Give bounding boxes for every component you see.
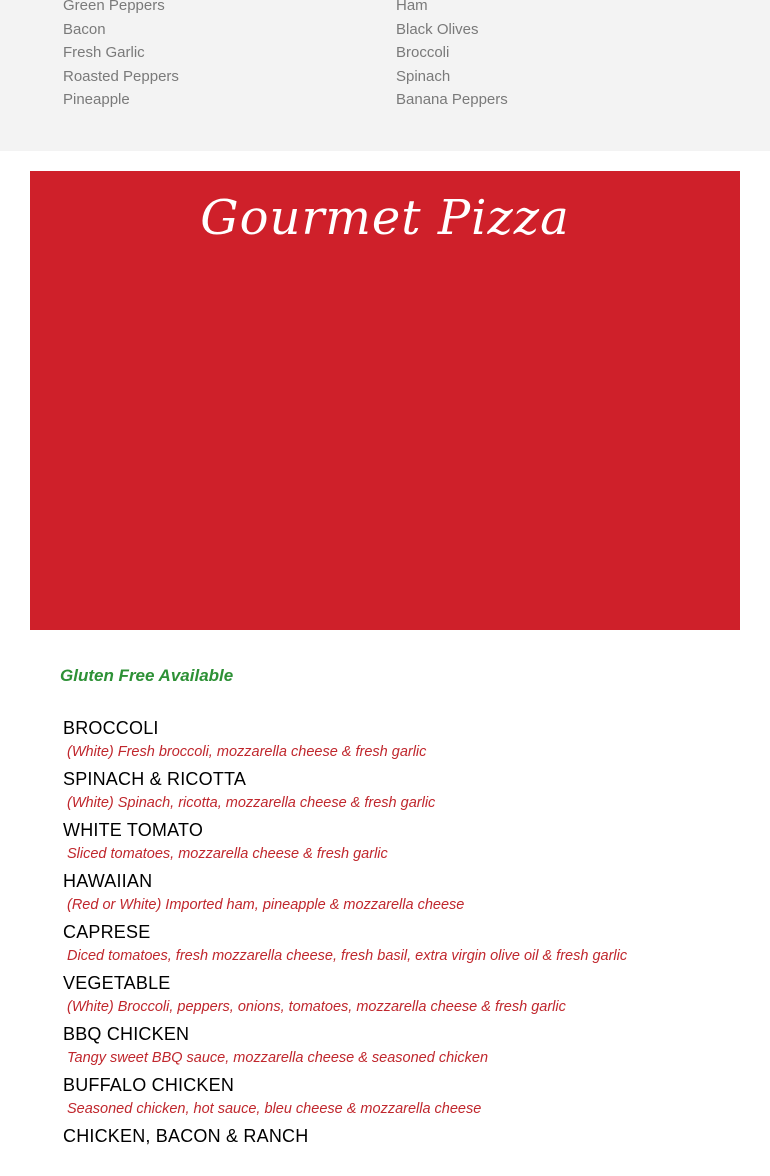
menu-item-name: VEGETABLE bbox=[63, 973, 171, 993]
topping-item: Broccoli bbox=[396, 44, 450, 61]
topping-item: Bacon bbox=[63, 20, 106, 38]
menu-item-name: CHICKEN, BACON & RANCH bbox=[63, 1126, 309, 1146]
menu-item-description: (White) Fresh broccoli, mozzarella cheese & fresh garlic bbox=[67, 744, 427, 760]
topping-item: Roasted Peppers bbox=[63, 67, 179, 85]
topping-item: Black Olives bbox=[396, 20, 479, 38]
topping-item: Banana Peppers bbox=[396, 91, 508, 108]
menu-item-name: BROCCOLI bbox=[63, 718, 159, 738]
menu-item bbox=[63, 870, 627, 921]
menu-item bbox=[63, 1074, 627, 1125]
menu-item-name: SPINACH & RICOTTA bbox=[63, 769, 247, 789]
menu-item-name: BUFFALO CHICKEN bbox=[63, 1075, 235, 1095]
menu-item-description: Sliced tomatoes, mozzarella cheese & fresh garlic bbox=[67, 846, 388, 862]
menu-item bbox=[63, 1023, 627, 1074]
menu-item-description: Tangy sweet BBQ sauce, mozzarella cheese & seasoned chicken bbox=[67, 1050, 489, 1066]
pizza-menu-list bbox=[63, 717, 627, 1176]
menu-item bbox=[63, 819, 627, 870]
menu-item-description: (White) Broccoli, peppers, onions, tomatoes, mozzarella cheese & fresh garlic bbox=[67, 999, 566, 1015]
menu-item-name: HAWAIIAN bbox=[63, 871, 153, 891]
topping-item: Fresh Garlic bbox=[63, 44, 145, 61]
toppings-section bbox=[0, 0, 770, 151]
gluten-free-note: Gluten Free Available bbox=[60, 666, 234, 685]
topping-item: Spinach bbox=[396, 67, 451, 85]
topping-item: Green Peppers bbox=[63, 0, 165, 14]
banner-title: Gourmet Pizza bbox=[200, 190, 570, 246]
menu-item-name: CAPRESE bbox=[63, 922, 151, 942]
menu-item-description: Diced tomatoes, fresh mozzarella cheese, fresh basil, extra virgin olive oil & fresh garlic bbox=[67, 948, 628, 964]
topping-item: Pineapple bbox=[63, 91, 130, 108]
menu-item-description: Seasoned chicken, hot sauce, bleu cheese & mozzarella cheese bbox=[67, 1101, 482, 1117]
menu-item bbox=[63, 972, 627, 1023]
menu-item-name: BBQ CHICKEN bbox=[63, 1024, 190, 1044]
menu-item bbox=[63, 768, 627, 819]
toppings-list-left bbox=[63, 0, 179, 112]
toppings-list-right bbox=[396, 0, 508, 112]
menu-item-name: WHITE TOMATO bbox=[63, 820, 204, 840]
menu-item-description: (White) Spinach, ricotta, mozzarella cheese & fresh garlic bbox=[67, 795, 436, 811]
menu-item bbox=[63, 717, 627, 768]
topping-item: Ham bbox=[396, 0, 428, 14]
menu-item bbox=[63, 921, 627, 972]
menu-item bbox=[63, 1125, 627, 1176]
menu-item-description: (Red or White) Imported ham, pineapple & mozzarella cheese bbox=[67, 897, 465, 913]
